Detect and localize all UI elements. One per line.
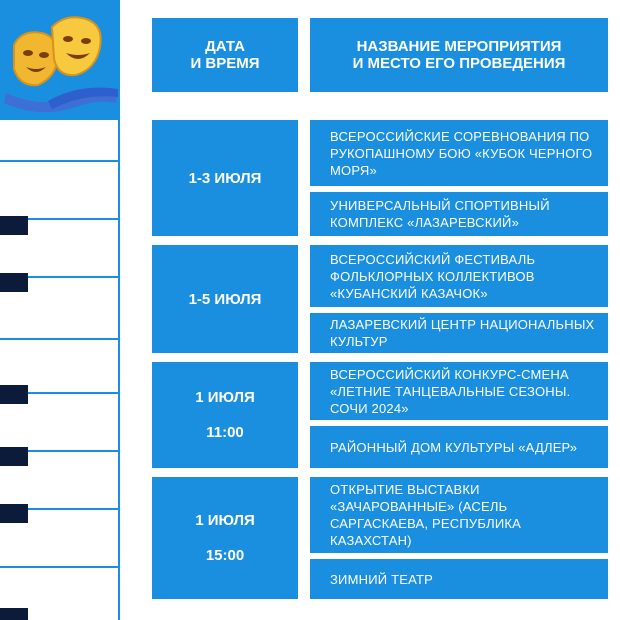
header-date-line1: ДАТА: [205, 38, 245, 55]
row-date: 1 ИЮЛЯ: [195, 389, 255, 406]
event-place: РАЙОННЫЙ ДОМ КУЛЬТУРЫ «АДЛЕР»: [330, 439, 578, 455]
piano-key-line: [0, 566, 118, 568]
header-event-line1: НАЗВАНИЕ МЕРОПРИЯТИЯ: [356, 38, 562, 55]
row-date-cell: [152, 245, 298, 353]
piano-black-key: [0, 608, 28, 620]
event-place-cell: [310, 426, 608, 468]
theatre-masks-icon: [0, 5, 120, 117]
event-place: ЛАЗАРЕВСКИЙ ЦЕНТР НАЦИОНАЛЬНЫХ КУЛЬТУР: [330, 317, 595, 349]
event-name: ВСЕРОССИЙСКИЙ КОНКУРС-СМЕНА «ЛЕТНИЕ ТАНЦЕВАЛЬНЫЕ СЕЗОНЫ. СОЧИ 2024»: [330, 366, 571, 416]
panel-edge: [118, 0, 120, 620]
row-date: 1 ИЮЛЯ: [195, 512, 255, 529]
header-date-cell: [152, 18, 298, 92]
header-event-cell: [310, 18, 608, 92]
piano-black-key: [0, 447, 28, 466]
piano-decoration: [0, 0, 120, 620]
event-name: ОТКРЫТИЕ ВЫСТАВКИ «ЗАЧАРОВАННЫЕ» (АСЕЛЬ САРГАСКАЕВА, РЕСПУБЛИКА КАЗАХСТАН): [330, 482, 522, 548]
header-event-line2: И МЕСТО ЕГО ПРОВЕДЕНИЯ: [352, 55, 566, 72]
event-name: ВСЕРОССИЙСКИЙ ФЕСТИВАЛЬ ФОЛЬКЛОРНЫХ КОЛЛЕКТИВОВ «КУБАНСКИЙ КАЗАЧОК»: [330, 251, 536, 301]
event-name-cell: [310, 362, 608, 420]
piano-black-key: [0, 216, 28, 235]
event-name-cell: [310, 477, 608, 553]
header-date-line2: И ВРЕМЯ: [190, 55, 260, 72]
event-place-cell: [310, 313, 608, 353]
piano-key-line: [0, 338, 118, 340]
event-name-cell: [310, 245, 608, 307]
piano-black-key: [0, 273, 28, 292]
row-date-cell: [152, 120, 298, 236]
event-name-cell: [310, 120, 608, 186]
row-date-cell: [152, 362, 298, 468]
row-date: 1-5 ИЮЛЯ: [188, 290, 262, 308]
row-date-cell: [152, 477, 298, 599]
event-place-cell: [310, 559, 608, 599]
event-place: УНИВЕРСАЛЬНЫЙ СПОРТИВНЫЙ КОМПЛЕКС «ЛАЗАРЕВСКИЙ»: [330, 198, 550, 230]
row-time: 15:00: [205, 547, 245, 564]
piano-black-key: [0, 504, 28, 523]
event-name: ВСЕРОССИЙСКИЕ СОРЕВНОВАНИЯ ПО РУКОПАШНОМУ БОЮ «КУБОК ЧЕРНОГО МОРЯ»: [330, 128, 593, 178]
piano-black-key: [0, 385, 28, 404]
piano-key-line: [0, 160, 118, 162]
event-place-cell: [310, 192, 608, 236]
event-place: ЗИМНИЙ ТЕАТР: [330, 571, 433, 587]
row-time: 11:00: [206, 424, 244, 441]
row-date: 1-3 ИЮЛЯ: [188, 169, 262, 187]
